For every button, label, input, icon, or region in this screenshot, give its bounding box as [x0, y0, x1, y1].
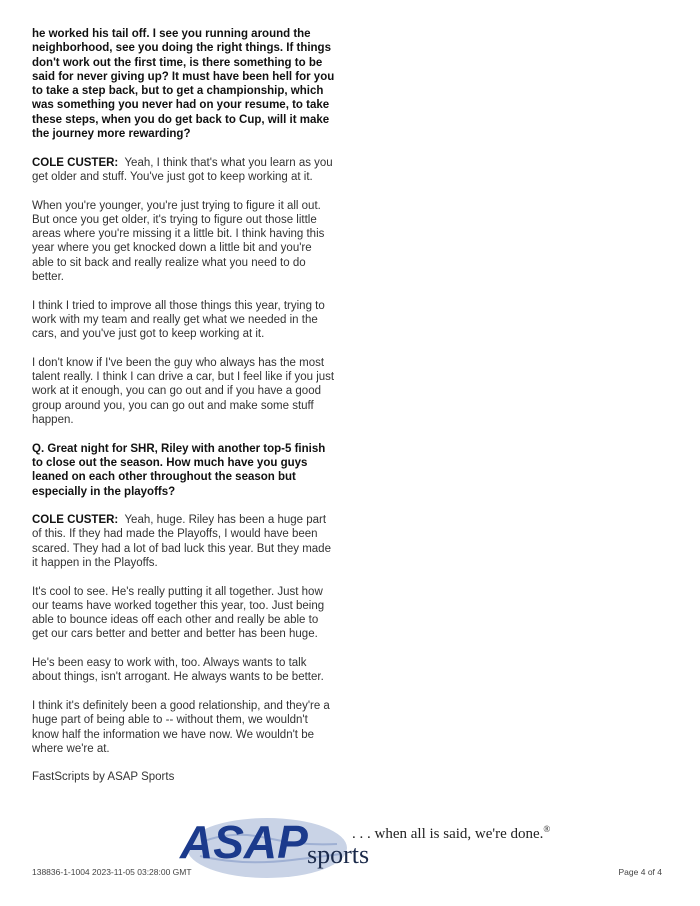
speaker-name: COLE CUSTER: [32, 514, 119, 527]
answer-text: Yeah, I think that's what you learn as you get older and stuff. You've just got to keep working at it. [32, 156, 333, 183]
answer-2-paragraph-2: It's cool to see. He's really putting it all together. Just how our teams have worked together this year, too. Just being able to bounce ideas off each other and really be able to get our cars better and better and better has been huge. [32, 585, 325, 641]
answer-2-paragraph-1 [32, 513, 335, 570]
registered-mark: ® [543, 824, 551, 834]
credit-line: FastScripts by ASAP Sports [32, 771, 175, 784]
asap-sports-logo [172, 812, 592, 882]
logo-brand-text: ASAP [180, 816, 308, 868]
transcript-body [32, 27, 335, 799]
answer-1-paragraph-3: I think I tried to improve all those things this year, trying to work with my team and really get what we needed in the cars, and you've just got to keep working at it. [32, 299, 325, 341]
logo-tagline [352, 824, 550, 843]
question-2: Q. Great night for SHR, Riley with another top-5 finish to close out the season. How much have you guys leaned on each other throughout the season but especially in the playoffs? [32, 442, 326, 498]
page-number: Page 4 of 4 [618, 867, 662, 877]
document-id: 138836-1-1004 2023-11-05 03:28:00 GMT [32, 867, 192, 877]
answer-2-paragraph-3: He's been easy to work with, too. Always wants to talk about things, isn't arrogant. He always wants to be better. [32, 657, 324, 684]
question-1-continued: he worked his tail off. I see you running around the neighborhood, see you doing the right things. If things don't work out the first time, is there something to be said for never giving up? It must have been hell for you to take a step back, but to get a championship, which was something you never had on your resume, to take these steps, when you do get back to Cup, will it make the journey more rewarding? [32, 28, 335, 141]
answer-1-paragraph-2: When you're younger, you're just trying to figure it all out. But once you get older, it's trying to figure out those little areas where you're missing it a little bit. I think having this year where you get knocked down a little bit and you're able to sit back and really realize what you need to do better. [32, 199, 325, 284]
answer-1-paragraph-1 [32, 156, 335, 185]
speaker-name: COLE CUSTER: [32, 156, 119, 169]
answer-text: Yeah, huge. Riley has been a huge part of this. If they had made the Playoffs, I would have been scared. They had a lot of bad luck this year. But they made it happen in the Playoffs. [32, 514, 331, 569]
logo-sports-text: sports [307, 840, 370, 869]
answer-2-paragraph-4: I think it's definitely been a good relationship, and they're a huge part of being able to -- without them, we wouldn't know half the information we have now. We wouldn't be where we're at. [32, 699, 330, 755]
answer-1-paragraph-4: I don't know if I've been the guy who always has the most talent really. I think I can drive a car, but I feel like if you just work at it enough, you can go out and if you have a good group around you, you can go out and make some stuff happen. [32, 356, 335, 427]
tagline-text: . . . when all is said, we're done. [352, 826, 544, 842]
